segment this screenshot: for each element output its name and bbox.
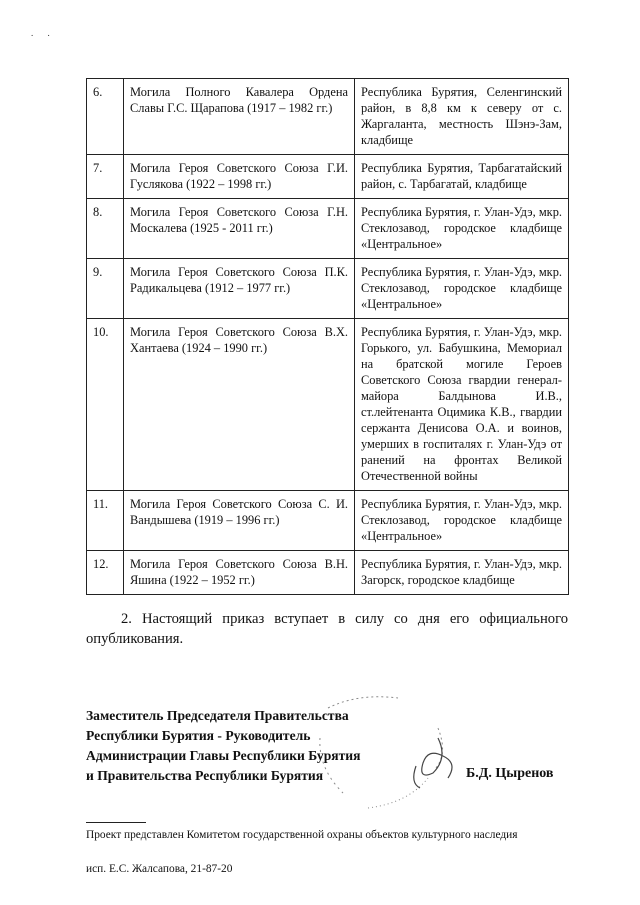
table-row — [87, 551, 569, 595]
object-location: Республика Бурятия, г. Улан-Удэ, мкр. Горького, ул. Бабушкина, Мемориал на братской могиле Героев Советского Союза гвардии генерал-майора Балдынова И.В., ст.лейтенанта Оцимика К.В., гвардии сержанта Денисова О.А. и воинов, умерших в госпиталях г. Улан-Удэ от ранений на фронтах Великой Отечественной войны — [355, 319, 569, 491]
object-name: Могила Героя Советского Союза В.Н. Яшина (1922 – 1952 гг.) — [124, 551, 355, 595]
row-number: 6. — [87, 79, 124, 155]
object-location: Республика Бурятия, г. Улан-Удэ, мкр. Стеклозавод, городское кладбище «Центральное» — [355, 259, 569, 319]
position-line: Республики Бурятия - Руководитель — [86, 728, 311, 743]
footnote-divider — [86, 822, 146, 823]
position-line: и Правительства Республики Бурятия — [86, 768, 324, 783]
position-line: Администрации Главы Республики Бурятия — [86, 748, 361, 763]
object-location: Республика Бурятия, г. Улан-Удэ, мкр. Стеклозавод, городское кладбище «Центральное» — [355, 491, 569, 551]
object-location: Республика Бурятия, Тарбагатайский район, с. Тарбагатай, кладбище — [355, 155, 569, 199]
object-name: Могила Героя Советского Союза С. И. Вандышева (1919 – 1996 гг.) — [124, 491, 355, 551]
clause-2-text: 2. Настоящий приказ вступает в силу со дня его официального опубликования. — [86, 611, 568, 647]
row-number: 11. — [87, 491, 124, 551]
object-name: Могила Героя Советского Союза В.Х. Хантаева (1924 – 1990 гг.) — [124, 319, 355, 491]
object-location: Республика Бурятия, г. Улан-Удэ, мкр. Загорск, городское кладбище — [355, 551, 569, 595]
executor-contact: исп. Е.С. Жалсапова, 21-87-20 — [86, 863, 233, 875]
table-row — [87, 259, 569, 319]
heritage-objects-table — [86, 78, 569, 595]
draft-author-note: Проект представлен Комитетом государственной охраны объектов культурного наследия — [86, 829, 518, 841]
position-line: Заместитель Председателя Правительства — [86, 708, 349, 723]
scan-corner-marks: . . — [31, 28, 56, 38]
row-number: 9. — [87, 259, 124, 319]
row-number: 7. — [87, 155, 124, 199]
object-name: Могила Героя Советского Союза П.К. Радикальцева (1912 – 1977 гг.) — [124, 259, 355, 319]
signatory-position — [86, 706, 360, 786]
object-location: Республика Бурятия, г. Улан-Удэ, мкр. Стеклозавод, городское кладбище «Центральное» — [355, 199, 569, 259]
table-row — [87, 319, 569, 491]
table-body — [87, 79, 569, 595]
row-number: 10. — [87, 319, 124, 491]
row-number: 12. — [87, 551, 124, 595]
object-name: Могила Героя Советского Союза Г.И. Гуслякова (1922 – 1998 гг.) — [124, 155, 355, 199]
signer-name: Б.Д. Цыренов — [466, 766, 554, 781]
row-number: 8. — [87, 199, 124, 259]
table-row — [87, 199, 569, 259]
object-name: Могила Героя Советского Союза Г.Н. Москалева (1925 - 2011 гг.) — [124, 199, 355, 259]
object-name: Могила Полного Кавалера Ордена Славы Г.С. Щарапова (1917 – 1982 гг.) — [124, 79, 355, 155]
object-location: Республика Бурятия, Селенгинский район, в 8,8 км к северу от с. Жаргаланта, местность Шэнэ-Зам, кладбище — [355, 79, 569, 155]
table-row — [87, 491, 569, 551]
table-row — [87, 155, 569, 199]
table-row — [87, 79, 569, 155]
